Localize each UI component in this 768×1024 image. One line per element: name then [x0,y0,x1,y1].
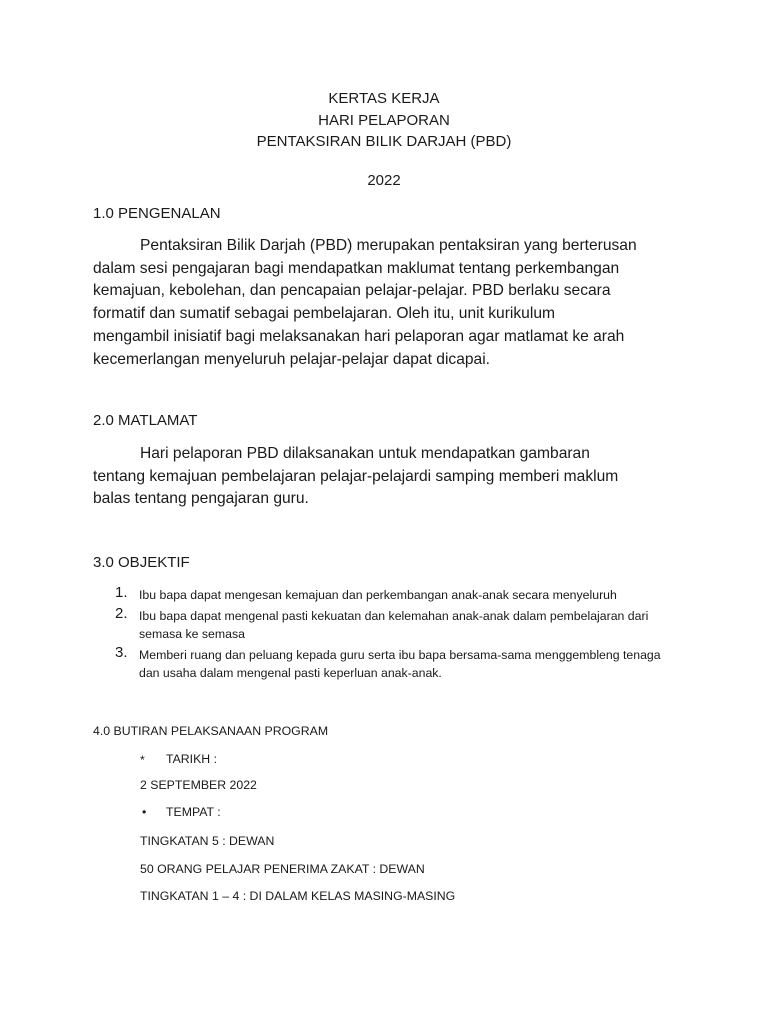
tempat-line: TINGKATAN 5 : DEWAN [140,834,275,848]
section-2-heading: 2.0 MATLAMAT [93,412,198,429]
section-1-heading: 1.0 PENGENALAN [93,205,221,222]
objective-item [115,604,675,644]
title-line-2: HARI PELAPORAN [318,111,450,129]
section-3-heading: 3.0 OBJEKTIF [93,554,190,571]
paragraph-line: balas tentang pengajaran guru. [93,490,309,508]
tempat-bullet: • [142,805,147,819]
objectives-list [115,586,675,685]
objective-item [115,643,675,683]
document-title [0,88,768,153]
section-4-heading: 4.0 BUTIRAN PELAKSANAAN PROGRAM [93,724,329,738]
paragraph-line: kecemerlangan menyeluruh pelajar-pelajar dapat dicapai. [93,350,491,368]
tempat-line: 50 ORANG PELAJAR PENERIMA ZAKAT : DEWAN [140,862,425,876]
title-line-3: PENTAKSIRAN BILIK DARJAH (PBD) [256,133,512,150]
paragraph-line: kemajuan, kebolehan, dan pencapaian pelajar-pelajar. PBD berlaku secara [93,282,611,300]
objective-number: 2. [115,604,128,622]
section-1-paragraph [93,235,673,371]
paragraph-line: formatif dan sumatif sebagai pembelajaran. Oleh itu, unit kurikulum [93,305,555,323]
objective-text: Ibu bapa dapat mengesan kemajuan dan perkembangan anak-anak secara menyeluruh [139,588,617,602]
tarikh-label: TARIKH : [166,752,218,766]
objective-text: Ibu bapa dapat mengenal pasti kekuatan dan kelemahan anak-anak dalam pembelajaran dari semasa ke semasa [139,608,649,642]
tempat-line: TINGKATAN 1 – 4 : DI DALAM KELAS MASING-MASING [140,889,456,903]
objective-item [115,586,675,605]
paragraph-line: tentang kemajuan pembelajaran pelajar-pelajardi samping memberi maklum [93,467,619,485]
tarikh-bullet: * [140,753,145,767]
objective-number: 3. [115,643,128,661]
tarikh-value: 2 SEPTEMBER 2022 [140,778,257,792]
document-year: 2022 [367,172,401,189]
paragraph-line: Hari pelaporan PBD dilaksanakan untuk mendapatkan gambaran [140,445,590,462]
title-line-1: KERTAS KERJA [328,90,440,107]
objective-text: Memberi ruang dan peluang kepada guru serta ibu bapa bersama-sama menggembleng tenaga dan usaha dalam mengenal pasti keperluan anak-anak. [139,647,661,681]
tempat-label: TEMPAT : [166,805,221,819]
paragraph-line: dalam sesi pengajaran bagi mendapatkan maklumat tentang perkembangan [93,259,620,277]
paragraph-line: Pentaksiran Bilik Darjah (PBD) merupakan pentaksiran yang berterusan [140,237,637,254]
paragraph-line: mengambil inisiatif bagi melaksanakan hari pelaporan agar matlamat ke arah [93,327,625,345]
section-2-paragraph [93,443,673,511]
objective-number: 1. [115,584,128,601]
